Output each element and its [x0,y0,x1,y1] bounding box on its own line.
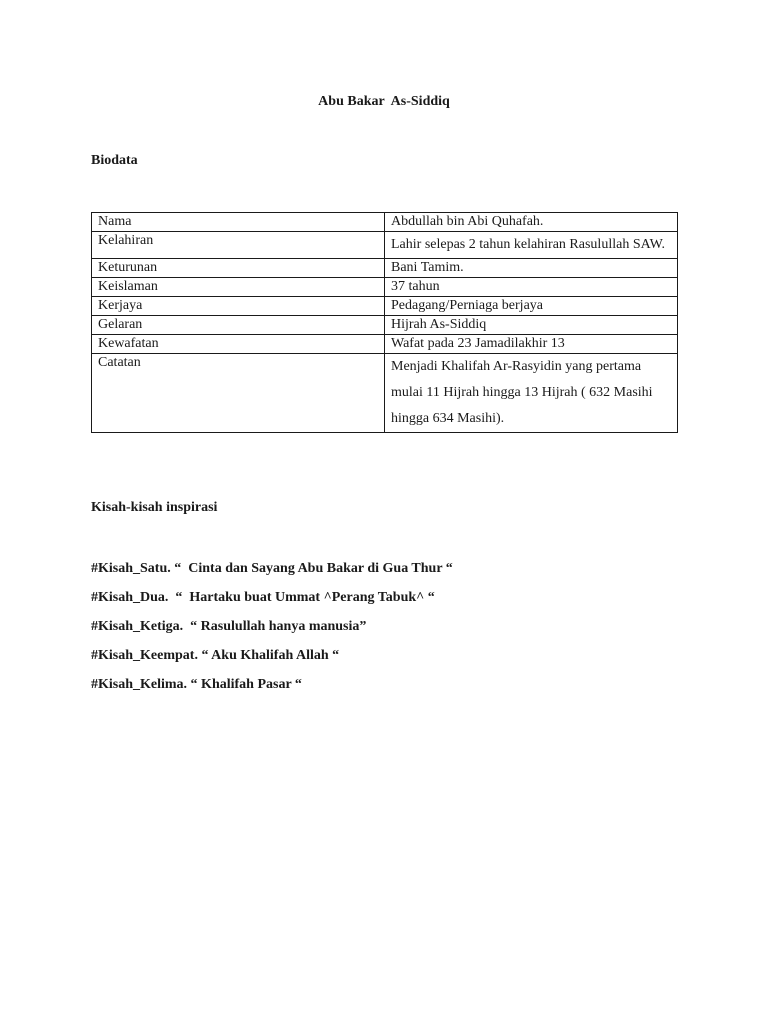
row-value: Lahir selepas 2 tahun kelahiran Rasulullah SAW. [385,232,678,259]
kisah-heading: Kisah-kisah inspirasi [91,500,218,515]
row-value: Wafat pada 23 Jamadilakhir 13 [385,335,678,354]
row-value: 37 tahun [385,278,678,297]
list-item: #Kisah_Kelima. “ Khalifah Pasar “ [91,677,302,692]
story-list [91,560,453,705]
biodata-table [91,212,678,433]
list-item: #Kisah_Ketiga. “ Rasulullah hanya manusia” [91,619,367,634]
row-label: Kewafatan [92,335,385,354]
row-label: Catatan [92,354,385,433]
table-row [92,278,678,297]
list-item: #Kisah_Dua. “ Hartaku buat Ummat ^Perang Tabuk^ “ [91,590,435,605]
list-item: #Kisah_Satu. “ Cinta dan Sayang Abu Bakar di Gua Thur “ [91,561,453,576]
document-title: Abu Bakar As-Siddiq [318,94,450,109]
table-row [92,316,678,335]
row-value: Menjadi Khalifah Ar-Rasyidin yang pertama mulai 11 Hijrah hingga 13 Hijrah ( 632 Masihi hingga 634 Masihi). [385,354,678,433]
table-row [92,213,678,232]
row-label: Gelaran [92,316,385,335]
row-value: Hijrah As-Siddiq [385,316,678,335]
row-label: Keturunan [92,259,385,278]
row-value: Pedagang/Perniaga berjaya [385,297,678,316]
table-row [92,297,678,316]
list-item: #Kisah_Keempat. “ Aku Khalifah Allah “ [91,648,340,663]
row-value: Abdullah bin Abi Quhafah. [385,213,678,232]
table-row [92,354,678,433]
row-label: Nama [92,213,385,232]
row-label: Keislaman [92,278,385,297]
table-row [92,259,678,278]
row-value: Bani Tamim. [385,259,678,278]
row-label: Kerjaya [92,297,385,316]
row-label: Kelahiran [92,232,385,259]
table-row [92,232,678,259]
biodata-heading: Biodata [91,153,138,168]
table-row [92,335,678,354]
